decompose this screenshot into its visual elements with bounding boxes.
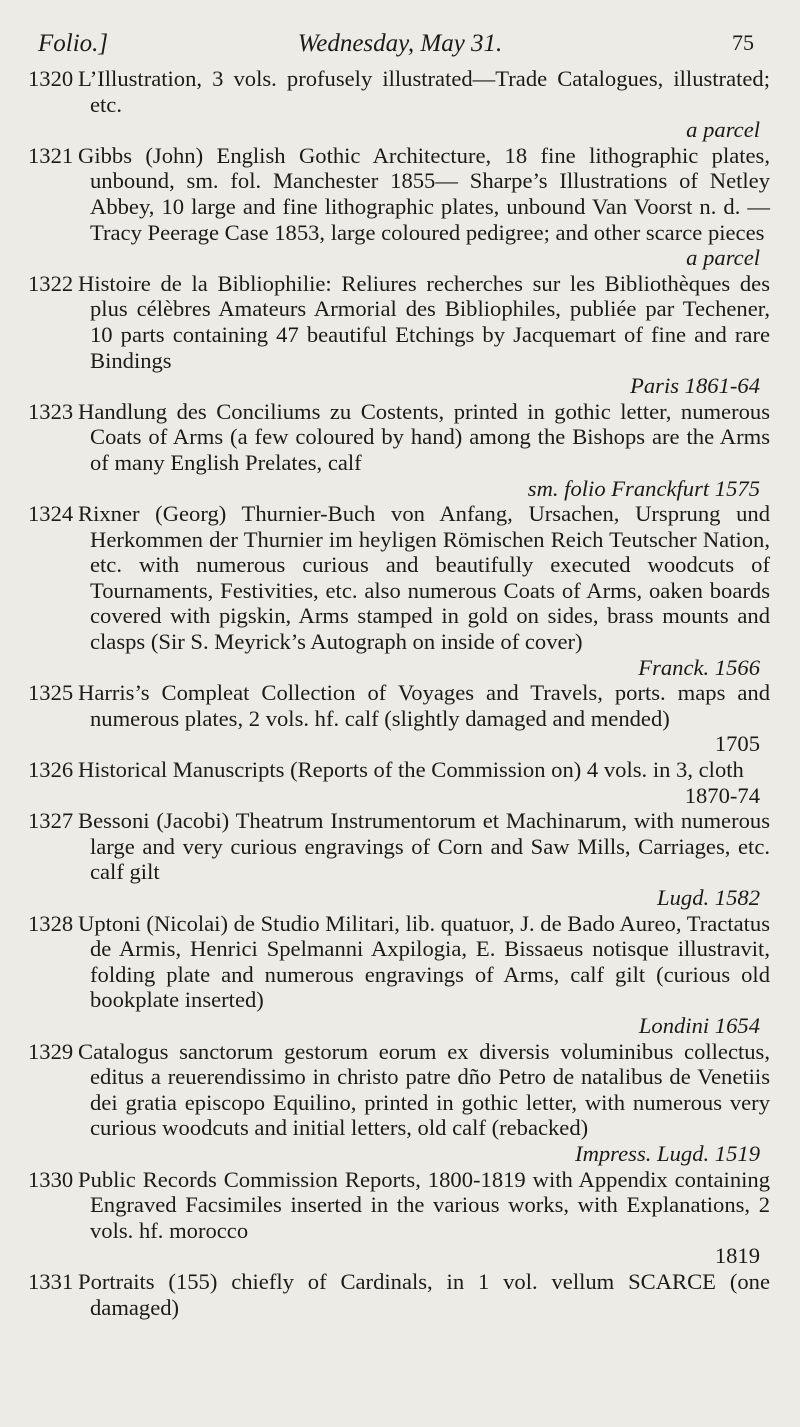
header-date: Wednesday, May 31. <box>297 30 503 57</box>
lot-entry <box>30 143 770 271</box>
lot-note: 1819 <box>714 1243 760 1269</box>
lot-description: Portraits (155) chiefly of Cardinals, in 1 vol. vellum SCARCE (one damaged) <box>78 1268 770 1320</box>
page-number: 75 <box>732 30 754 55</box>
lot-description: Rixner (Georg) Thurnier-Buch von Anfang, Ursachen, Ursprung und Herkommen der Thurnier im heyligen Römischen Reich Teutscher Nation, etc. with numerous curious and beautifully executed woodcuts of Tournaments, Festivities, etc. also numerous Coats of Arms, oaken boards covered with pigskin, Arms stamped in gold on sides, brass mounts and clasps (Sir S. Meyrick’s Autograph on inside of cover) <box>78 501 770 655</box>
lot-description: Handlung des Conciliums zu Costents, printed in gothic letter, numerous Coats of Arms (a few coloured by hand) among the Bishops are the Arms of many English Prelates, calf <box>78 398 770 475</box>
lot-entry <box>30 66 770 143</box>
lot-note: a parcel <box>686 117 760 143</box>
lot-entry <box>30 757 770 808</box>
lot-note: a parcel <box>686 245 760 271</box>
lot-description: Public Records Commission Reports, 1800-1819 with Appendix containing Engraved Facsimiles inserted in the various works, with Explanations, 2 vols. hf. morocco <box>78 1166 770 1243</box>
lot-description: Gibbs (John) English Gothic Architecture, 18 fine lithographic plates, unbound, sm. fol. Manchester 1855— Sharpe’s Illustrations of Netley Abbey, 10 large and fine lithographic plates, unbound Van Voorst n. d. — Tracy Peerage Case 1853, large coloured pedigree; and other scarce pieces <box>78 142 770 245</box>
lot-number: 1327 <box>28 808 74 834</box>
lot-entry <box>30 1039 770 1167</box>
lot-number: 1331 <box>28 1268 74 1294</box>
lot-list <box>30 66 770 1320</box>
lot-description: Historical Manuscripts (Reports of the Commission on) 4 vols. in 3, cloth <box>78 757 744 783</box>
lot-description: L’Illustration, 3 vols. profusely illustrated—Trade Catalogues, illustrated; etc. <box>78 66 770 117</box>
lot-entry <box>30 399 770 501</box>
lot-entry <box>30 1167 770 1269</box>
lot-number: 1326 <box>28 757 74 783</box>
lot-number: 1322 <box>28 270 74 296</box>
lot-note: Lugd. 1582 <box>657 885 760 910</box>
lot-description: Histoire de la Bibliophilie: Reliures recherches sur les Bibliothèques des plus célèbres Amateurs Armorial des Bibliophiles, publiée par Techener, 10 parts containing 47 beautiful Etchings by Jacquemart of fine and rare Bindings <box>78 270 770 373</box>
lot-number: 1330 <box>28 1166 74 1192</box>
lot-note: 1870-74 <box>684 782 760 808</box>
lot-description: Catalogus sanctorum gestorum eorum ex diversis voluminibus collectus, editus a reuerendissimo in christo patre dño Petro de natalibus de Venetiis dei gratia episcopo Equilino, printed in gothic letter, with numerous very curious woodcuts and initial letters, old calf (rebacked) <box>78 1038 770 1141</box>
lot-entry <box>30 911 770 1039</box>
header-section-label: Folio.] <box>38 30 109 57</box>
lot-entry <box>30 808 770 910</box>
lot-note: Paris 1861-64 <box>630 373 760 399</box>
lot-note: Franck. 1566 <box>638 654 760 680</box>
lot-note: Impress. Lugd. 1519 <box>575 1140 760 1166</box>
lot-note: Londini 1654 <box>638 1012 760 1038</box>
lot-number: 1323 <box>28 398 74 424</box>
lot-number: 1328 <box>28 910 74 936</box>
lot-note: 1705 <box>714 731 760 757</box>
lot-entry <box>30 271 770 399</box>
lot-number: 1329 <box>28 1038 74 1064</box>
lot-entry <box>30 680 770 757</box>
lot-note: sm. folio Franckfurt 1575 <box>527 475 760 501</box>
lot-description: Uptoni (Nicolai) de Studio Militari, lib. quatuor, J. de Bado Aureo, Tractatus de Armis, Henrici Spelmanni Axpilogia, E. Bissaeus notisque illustravit, folding plate and numerous engravings of Arms, calf gilt (curious old bookplate inserted) <box>78 910 770 1013</box>
lot-entry <box>30 501 770 680</box>
lot-number: 1321 <box>28 142 74 168</box>
lot-number: 1320 <box>28 66 74 91</box>
lot-number: 1325 <box>28 680 74 706</box>
page-header <box>30 22 770 66</box>
lot-description: Harris’s Compleat Collection of Voyages and Travels, ports. maps and numerous plates, 2 vols. hf. calf (slightly damaged and mended) <box>78 680 770 731</box>
lot-entry <box>30 1269 770 1320</box>
lot-description: Bessoni (Jacobi) Theatrum Instrumentorum et Machinarum, with numerous large and very curious engravings of Corn and Saw Mills, Carriages, etc. calf gilt <box>78 808 770 885</box>
lot-number: 1324 <box>28 501 74 527</box>
